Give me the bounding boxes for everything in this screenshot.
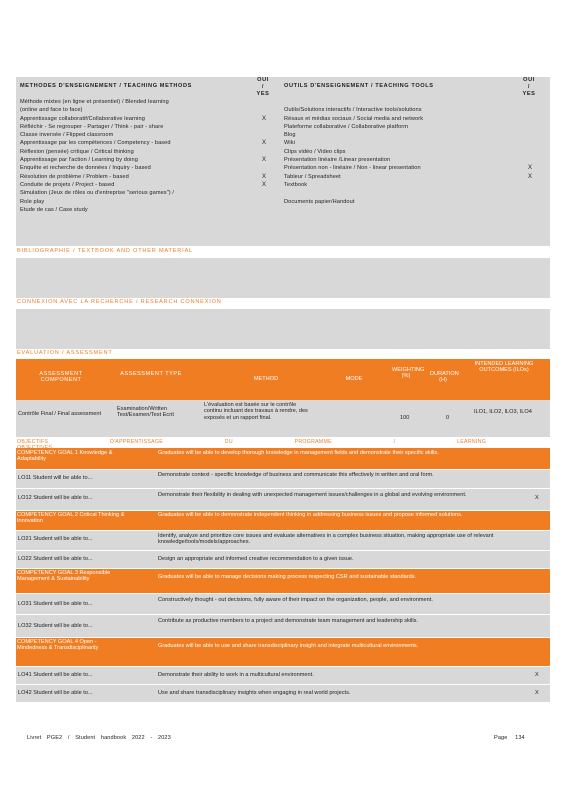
method-item: Enquête et recherche de données / Inquiry - based [20, 165, 151, 172]
method-item: Classe inversée / Flipped classroom [20, 132, 114, 139]
lo-row [16, 551, 550, 569]
method-item: Apprentissage par les compétences / Competency - based X [20, 140, 267, 147]
lo-label: LO32 Student will be able to... [18, 623, 93, 629]
header-duration: DURATION (H) [430, 371, 459, 384]
lo-text: Design an appropriate and informed creative recommendation to a given issue. [158, 556, 354, 562]
research-title: CONNEXION AVEC LA RECHERCHE / RESEARCH CONNEXION [17, 299, 222, 305]
competency-goal-desc: Graduates will be able to manage decisions making process respecting CSR and sustainable standards. [158, 574, 417, 580]
tool-item: Tableur / Spreadsheet X [284, 173, 533, 180]
header-type: ASSESSMENT TYPE [120, 371, 182, 377]
lo-check: X [535, 690, 539, 696]
methods-col2-title: OUTILS D'ENSEIGNEMENT / TEACHING TOOLS [284, 83, 434, 89]
assessment-row [16, 400, 550, 437]
biblio-panel [16, 258, 550, 298]
methods-list [20, 99, 290, 215]
lo-label: LO21 Student will be able to... [18, 536, 93, 542]
competency-goal-label: COMPETENCY GOAL 3 Responsible Management & Sustainability [17, 570, 111, 583]
evaluation-title: EVALUATION / ASSESSMENT [17, 350, 113, 356]
objectives-title: OBJECTIFS D'APPRENTISSAGE DU PROGRAMME / LEARNING [17, 439, 487, 445]
lo-text: Demonstrate their flexibility in dealing with unexpected management issues/challenges in a global and evolving environment. [158, 492, 467, 498]
competency-goal-label: COMPETENCY GOAL 1 Knowledge & Adaptability [17, 450, 113, 463]
method-item: Role play [20, 198, 45, 205]
lo-text: Contribute as productive members to a project and demonstrate team management and leadership skills. [158, 618, 418, 624]
assessment-weight: 100 [400, 415, 410, 421]
header-component: ASSESSMENT COMPONENT [39, 371, 83, 384]
lo-check: X [535, 495, 539, 501]
method-item: Réfléchir - Se regrouper - Partager / Think - pair - share [20, 123, 164, 130]
lo-text: Identify, analyze and prioritize core issues and evaluate alternatives in a complex business situation, making appropriate use of relevant knowledge/tools/models/approaches. [158, 533, 494, 546]
method-item: (online and face to face) [20, 107, 83, 114]
lo-row [16, 531, 550, 551]
tool-item: Outils/Solutions interactifs / Interactive tools/solutions [284, 107, 422, 114]
tool-item: Documents papier/Handout [284, 198, 355, 205]
tool-item: Clips vidéo / Video clips [284, 148, 346, 155]
header-ilos: INTENDED LEARNING OUTCOMES (ILOs) [474, 361, 534, 374]
lo-row [16, 489, 550, 511]
header-mode: MODE [345, 376, 363, 382]
biblio-title: BIBLIOGRAPHIE / TEXTBOOK AND OTHER MATERIAL [17, 248, 193, 254]
lo-text: Use and share transdisciplinary insights when engaging in real world projects. [158, 690, 351, 696]
competency-goal-label: COMPETENCY GOAL 2 Critical Thinking & Innovation [17, 512, 125, 525]
assessment-method: L'évaluation est basée sur le contrôle continu incluant des travaux à rendre, des exposés et un rapport final. [204, 402, 308, 421]
method-item: Apprentissage collaboratif/Collaborative learning X [20, 115, 267, 122]
tool-item [284, 99, 544, 107]
lo-row [16, 615, 550, 638]
lo-row [16, 594, 550, 615]
lo-row [16, 685, 550, 702]
lo-label: LO31 Student will be able to... [18, 601, 93, 607]
lo-label: LO11 Student will be able to... [18, 475, 93, 481]
methods-col2-oui: OUI / YES [522, 77, 536, 97]
lo-text: Constructively thought - out decisions, fully aware of their impact on the organization, people, and environment. [158, 597, 433, 603]
competency-goal-row [16, 511, 550, 531]
tools-list [284, 99, 544, 207]
competency-goal-row [16, 569, 550, 594]
methods-col1-title: METHODES D'ENSEIGNEMENT / TEACHING METHODS [20, 83, 192, 89]
method-item: Conduite de projets / Project - based X [20, 181, 267, 188]
method-item: Méthode mixtes (en ligne et présentiel) / Blended learning [20, 99, 169, 105]
lo-label: LO41 Student will be able to... [18, 672, 93, 678]
tool-item: Présentation non - linéaire / Non - linear presentation X [284, 165, 533, 172]
lo-text: Demonstrate context - specific knowledge of business and communicate this effectively in written and oral form. [158, 472, 434, 478]
footer-right: Page 134 [494, 735, 525, 741]
lo-check: X [535, 672, 539, 678]
tool-item: Présentation linéaire /Linear presentation [284, 157, 391, 164]
assessment-duration: 0 [446, 415, 450, 421]
competency-goal-row [16, 448, 550, 470]
lo-row [16, 667, 550, 685]
method-item: Etude de cas / Case study [20, 206, 88, 213]
tool-item: Plateforme collaborative / Collaborative platform [284, 123, 408, 130]
method-item: Simulation (Jeux de rôles ou d'entreprise "serious games") / [20, 190, 175, 197]
tool-item: Wiki [284, 140, 295, 147]
header-weighting: WEIGHTING (%) [392, 367, 425, 380]
assessment-ilos: ILO1, ILO2, ILO3, ILO4 [474, 409, 532, 415]
method-item: Apprentissage par l'action / Learning by doing X [20, 157, 267, 164]
lo-label: LO42 Student will be able to... [18, 690, 93, 696]
footer-left: Livret PGE2 / Student handbook 2022 - 2023 [27, 735, 171, 741]
tool-item: Blog [284, 132, 296, 139]
assessment-type: Examination/Written Test/Examen/Test Ecrit [117, 406, 174, 419]
competency-goal-desc: Graduates will be able to demonstrate independent thinking in addressing business issues and propose informed solutions. [158, 512, 463, 518]
lo-label: LO12 Student will be able to... [18, 495, 93, 501]
lo-row [16, 470, 550, 489]
research-panel [16, 309, 550, 349]
competency-goal-row [16, 638, 550, 667]
assessment-component: Contrôle Final / Final assessment [18, 411, 102, 417]
method-item: Résolution de problème / Problem - based X [20, 173, 267, 180]
tool-item: Résaux et médias sociaux / Social media and network [284, 115, 424, 122]
header-method: METHOD [253, 376, 279, 382]
assessment-header-row [16, 359, 550, 400]
competency-goal-desc: Graduates will be able to develop thorough knowledge in management fields and demonstrate their specific skills. [158, 450, 439, 456]
method-item: Réflexion (pensée) critique / Critical thinking [20, 148, 134, 155]
tool-item [284, 190, 544, 198]
competency-goal-label: COMPETENCY GOAL 4 Open - Mindedness & Transdisciplinarity [17, 639, 99, 652]
lo-label: LO22 Student will be able to... [18, 556, 93, 562]
tool-item: Textbook [284, 181, 308, 188]
lo-text: Demonstrate their ability to work in a multicultural environment. [158, 672, 314, 678]
competency-goal-desc: Graduates will be able to use and share transdisciplinary insight and integrate multicultural environments. [158, 643, 419, 649]
methods-col1-oui: OUI / YES [256, 77, 270, 97]
